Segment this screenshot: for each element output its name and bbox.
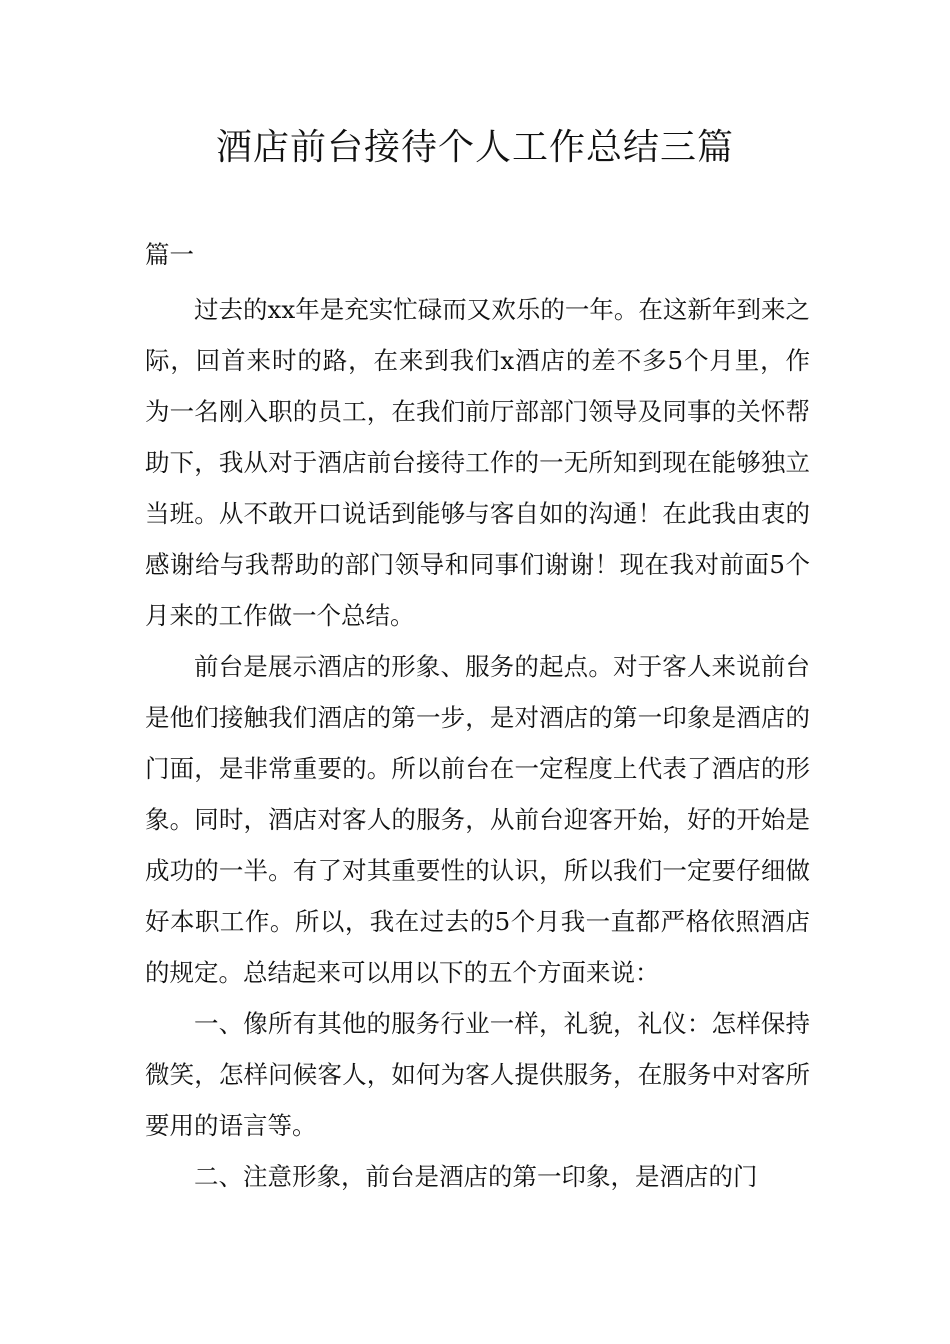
section-label: 篇一	[145, 240, 194, 269]
paragraph-3: 一、像所有其他的服务行业一样，礼貌，礼仪：怎样保持微笑，怎样问候客人，如何为客人提供服务，在服务中对客所要用的语言等。	[145, 1009, 810, 1140]
document-body	[145, 229, 810, 1202]
paragraph-2: 前台是展示酒店的形象、服务的起点。对于客人来说前台是他们接触我们酒店的第一步，是对酒店的第一印象是酒店的门面，是非常重要的。所以前台在一定程度上代表了酒店的形象。同时，酒店对客人的服务，从前台迎客开始，好的开始是成功的一半。有了对其重要性的认识，所以我们一定要仔细做好本职工作。所以，我在过去的5个月我一直都严格依照酒店的规定。总结起来可以用以下的五个方面来说：	[145, 652, 810, 987]
document-title: 酒店前台接待个人工作总结三篇	[215, 127, 734, 168]
paragraph-1: 过去的xx年是充实忙碌而又欢乐的一年。在这新年到来之际，回首来时的路，在来到我们x酒店的差不多5个月里，作为一名刚入职的员工，在我们前厅部部门领导及同事的关怀帮助下，我从对于酒店前台接待工作的一无所知到现在能够独立当班。从不敢开口说话到能够与客自如的沟通！在此我由衷的感谢给与我帮助的部门领导和同事们谢谢！现在我对前面5个月来的工作做一个总结。	[145, 295, 810, 630]
paragraph-4: 二、注意形象，前台是酒店的第一印象，是酒店的门	[194, 1162, 758, 1191]
